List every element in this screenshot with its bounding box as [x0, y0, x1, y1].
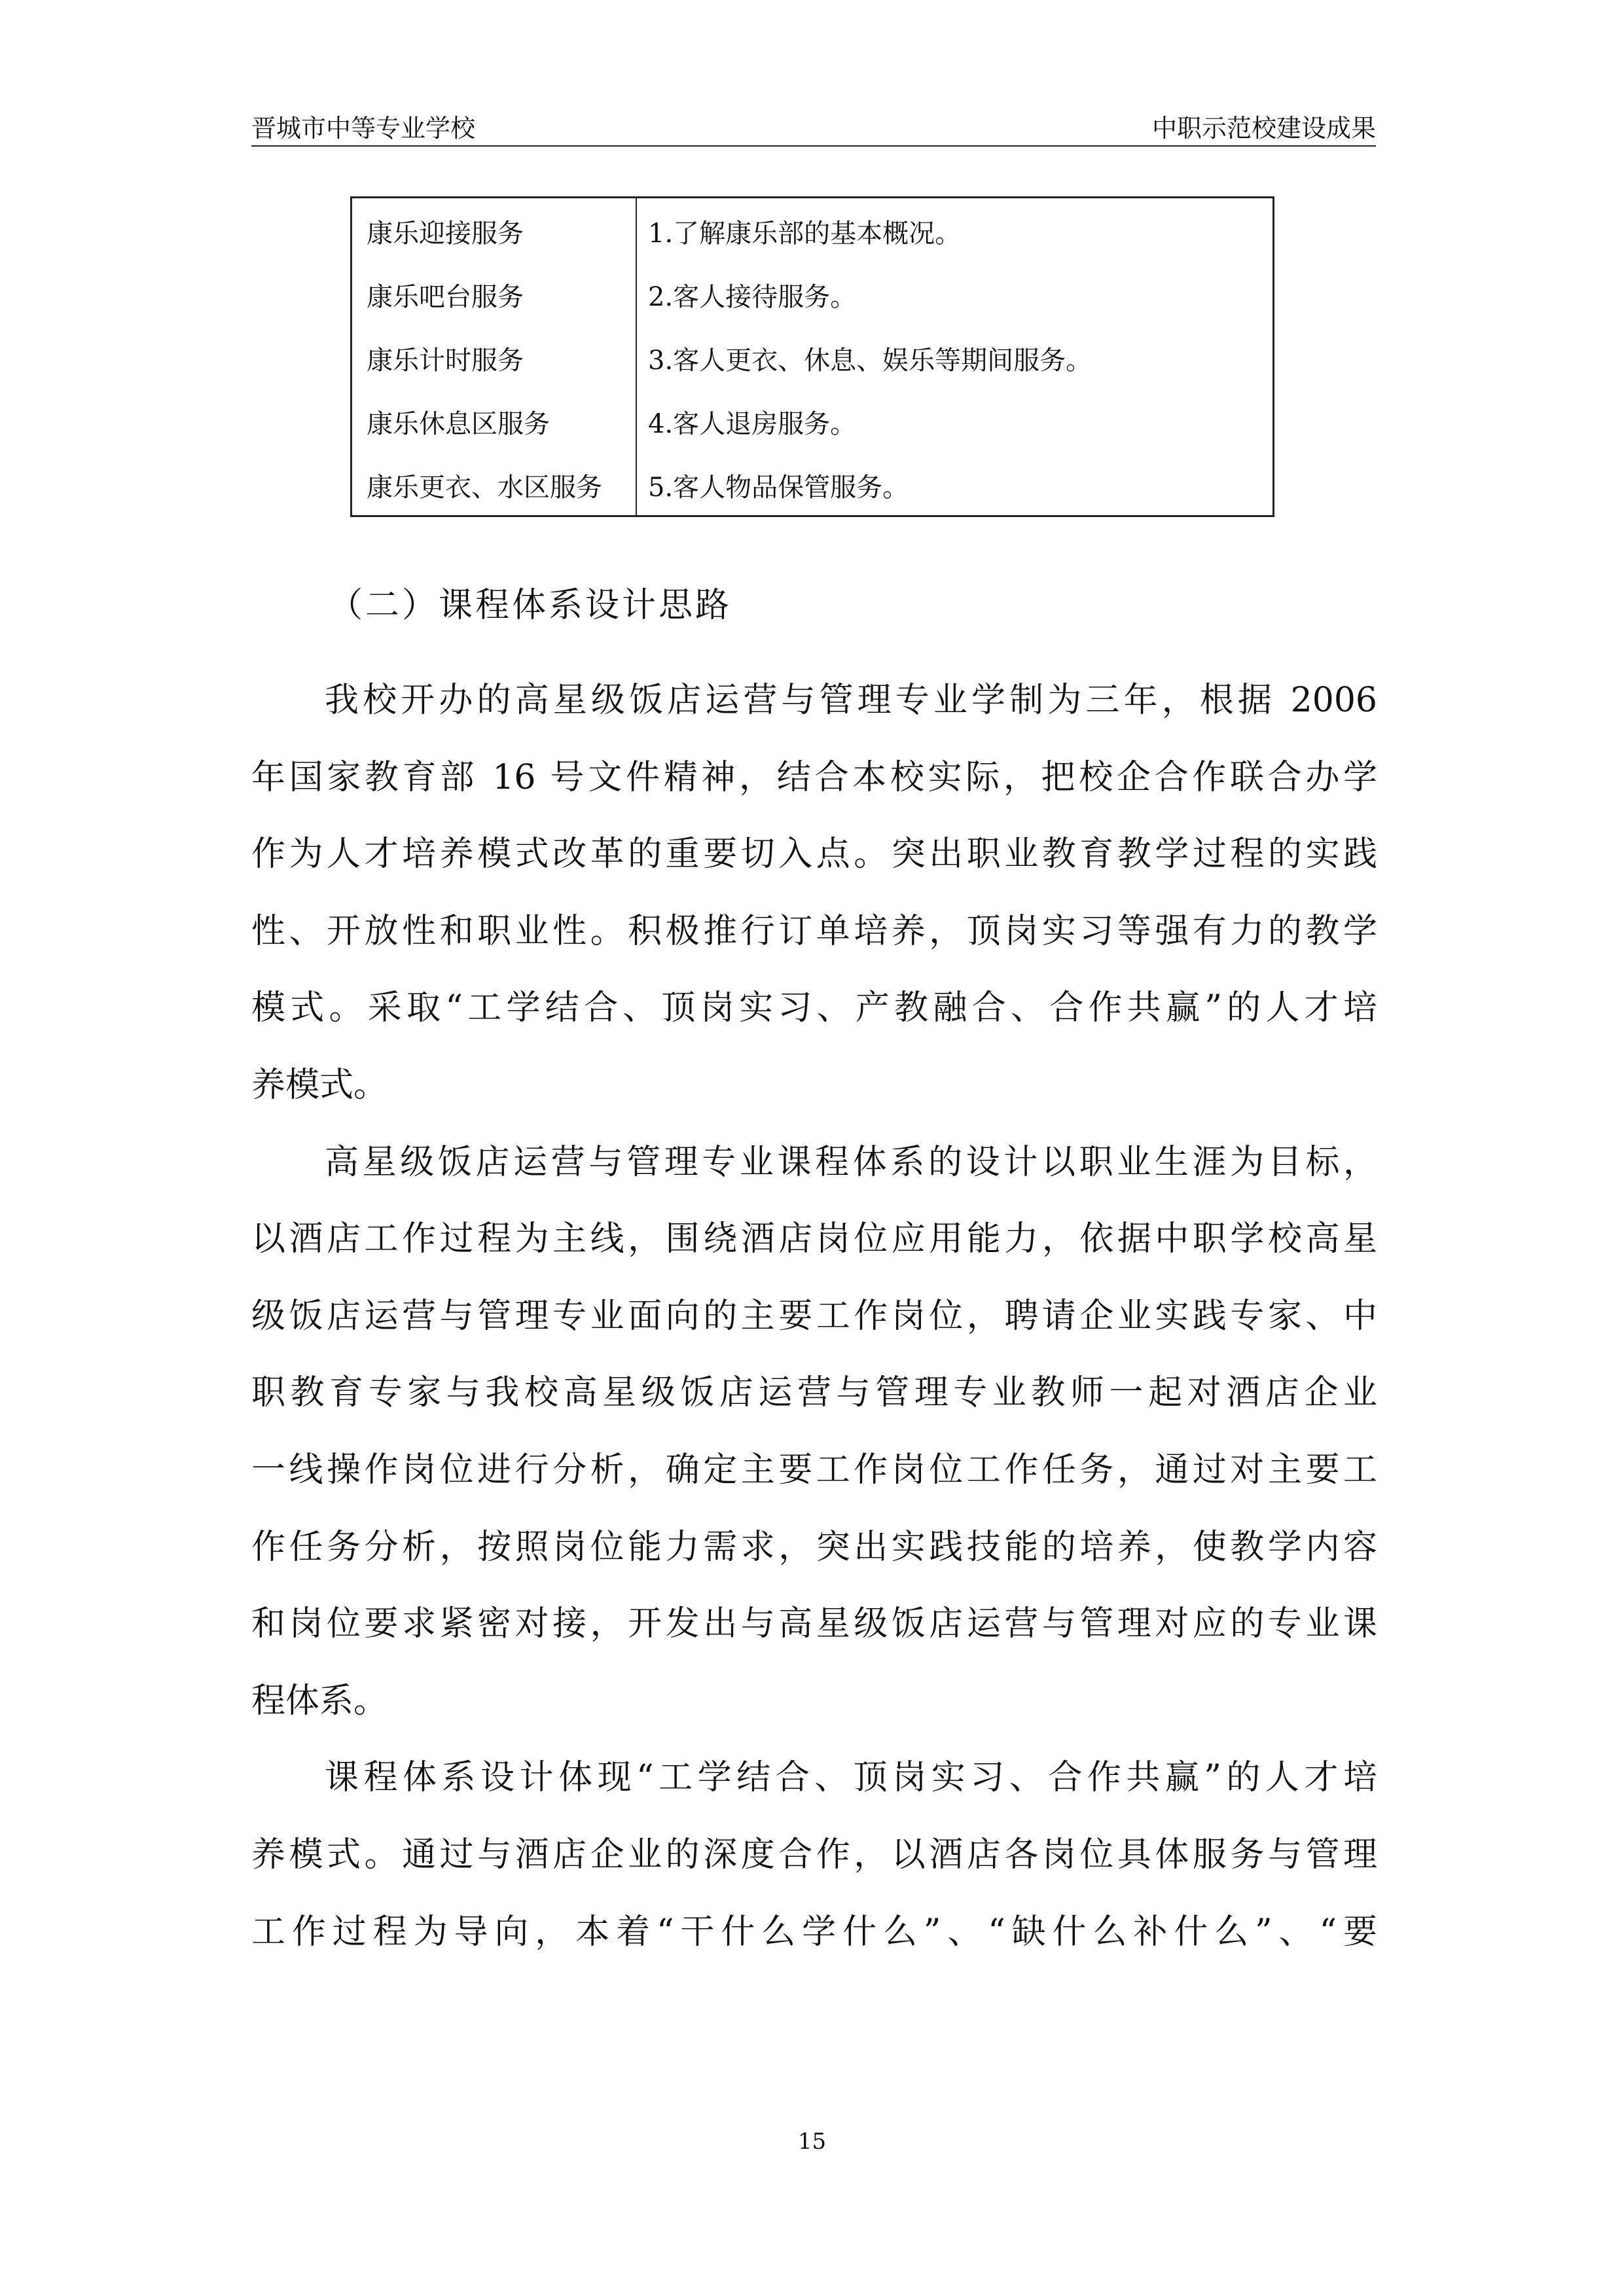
paragraph-1-line: 作为人才培养模式改革的重要切入点。突出职业教育教学过程的实践: [251, 834, 1377, 874]
paragraph-3-line: 工作过程为导向，本着“干什么学什么”、“缺什么补什么”、“要: [251, 1912, 1377, 1952]
paragraph-1-line: 年国家教育部 16 号文件精神，结合本校实际，把校企合作联合办学: [251, 757, 1377, 797]
paragraph-2-line: 作任务分析，按照岗位能力需求，突出实践技能的培养，使教学内容: [251, 1527, 1377, 1567]
table-cell-content: 5.客人物品保管服务。: [648, 473, 909, 503]
table-cell-service: 康乐吧台服务: [367, 282, 524, 312]
table-service-column: [367, 211, 628, 529]
table-cell-content: 1.了解康乐部的基本概况。: [648, 219, 962, 249]
page-header: [251, 111, 1376, 147]
table-cell-service: 康乐计时服务: [367, 346, 524, 376]
paragraph-3-line: 养模式。通过与酒店企业的深度合作，以酒店各岗位具体服务与管理: [251, 1835, 1377, 1874]
paragraph-3-line: 课程体系设计体现“工学结合、顶岗实习、合作共赢”的人才培: [325, 1758, 1377, 1798]
table-column-divider: [636, 198, 637, 515]
paragraph-2-line: 级饭店运营与管理专业面向的主要工作岗位，聘请企业实践专家、中: [251, 1296, 1377, 1336]
page-number: 15: [797, 2128, 827, 2155]
paragraph-1-line: 模式。采取“工学结合、顶岗实习、产教融合、合作共赢”的人才培: [251, 988, 1377, 1028]
table-cell-service: 康乐休息区服务: [367, 409, 550, 439]
section-heading: （二）课程体系设计思路: [329, 586, 732, 625]
paragraph-1-line: 性、开放性和职业性。积极推行订单培养，顶岗实习等强有力的教学: [251, 911, 1377, 951]
table-cell-content: 2.客人接待服务。: [648, 282, 857, 312]
table-cell-service: 康乐迎接服务: [367, 219, 524, 249]
table-cell-content: 4.客人退房服务。: [648, 409, 857, 439]
header-document-title: 中职示范校建设成果: [1151, 114, 1376, 143]
paragraph-2-line: 高星级饭店运营与管理专业课程体系的设计以职业生涯为目标，: [325, 1142, 1377, 1182]
paragraph-2-line: 程体系。: [251, 1681, 388, 1721]
paragraph-1-line: 养模式。: [251, 1065, 388, 1105]
paragraph-1-line: 我校开办的高星级饭店运营与管理专业学制为三年，根据 2006: [325, 681, 1377, 720]
table-cell-service: 康乐更衣、水区服务: [367, 473, 602, 503]
paragraph-2-line: 和岗位要求紧密对接，开发出与高星级饭店运营与管理对应的专业课: [251, 1604, 1377, 1644]
paragraph-2-line: 以酒店工作过程为主线，围绕酒店岗位应用能力，依据中职学校高星: [251, 1219, 1377, 1259]
service-table: [350, 196, 1274, 517]
paragraph-2-line: 一线操作岗位进行分析，确定主要工作岗位工作任务，通过对主要工: [251, 1450, 1377, 1490]
table-cell-content: 3.客人更衣、休息、娱乐等期间服务。: [648, 346, 1092, 376]
paragraph-2-line: 职教育专家与我校高星级饭店运营与管理专业教师一起对酒店企业: [251, 1373, 1377, 1413]
body-text: [251, 674, 1377, 1982]
header-school-name: 晋城市中等专业学校: [251, 114, 476, 143]
table-content-column: [648, 211, 1263, 529]
